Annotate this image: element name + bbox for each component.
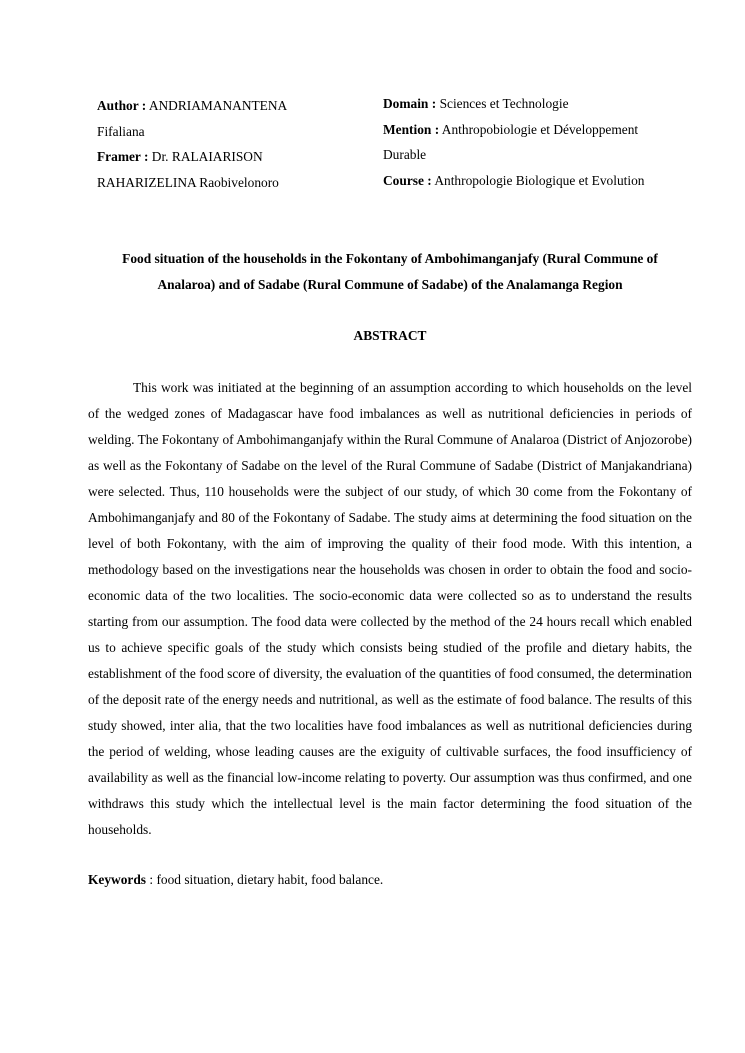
domain-line [383,91,703,117]
framer-label: Framer : [97,149,149,165]
mention-value-continued: Durable [383,147,427,163]
abstract-body: This work was initiated at the beginning of an assumption according to which households on the level of the wedged zones of Madagascar have food imbalances as well as nutritional deficiencies in periods of welding. The Fokontany of Ambohimanganjafy within the Rural Commune of Analaroa (District of Anjozorobe) as well as the Fokontany of Sadabe on the level of the Rural Commune of Sadabe (District of Manjakandriana) were selected. Thus, 110 households were the subject of our study, of which 30 come from the Fokontany of Ambohimanganjafy and 80 of the Fokontany of Sadabe. The study aims at determining the food situation on the level of both Fokontany, with the aim of improving the quality of their food mode. With this intention, a methodology based on the investigations near the households was chosen in order to obtain the food and socio-economic data of the two localities. The socio-economic data were collected so as to understand the results starting from our assumption. The food data were collected by the method of the 24 hours recall which enabled us to achieve specific goals of the study which consists being studied of the profile and dietary habits, the establishment of the food score of diversity, the evaluation of the quantities of food consumed, the determination of the deposit rate of the energy needs and nutritional, as well as the estimate of food balance. The results of this study showed, inter alia, that the two localities have food imbalances as well as nutritional deficiencies during the period of welding, whose leading causes are the exiguity of cultivable surfaces, the food insufficiency of availability as well as the financial low-income relating to poverty. Our assumption was thus confirmed, and one withdraws this study which the intellectual level is the main factor determining the food situation of the households. [88,380,692,837]
domain-label: Domain : [383,96,437,111]
author-name-continued: Fifaliana [97,123,145,139]
document-title [88,246,692,298]
keywords-label: Keywords [88,872,147,887]
framer-name-continued: RAHARIZELINA Raobivelonoro [97,175,279,191]
mention-line [383,117,703,143]
author-label: Author : [97,98,147,113]
abstract-heading: ABSTRACT [353,328,427,343]
framer-line [97,144,347,170]
keywords-line [88,867,692,893]
course-label: Course : [383,173,432,189]
framer-name: Dr. RALAIARISON [151,149,263,165]
mention-value: Anthropobiologie et Développement [441,121,639,137]
author-name: ANDRIAMANANTENA [148,98,288,113]
keywords-value: : food situation, dietary habit, food balance. [146,872,384,887]
course-value: Anthropologie Biologique et Evolution [434,173,645,189]
author-framer-block [97,93,347,196]
mention-label: Mention : [383,121,440,137]
title-line-1: Food situation of the households in the Fokontany of Ambohimanganjafy (Rural Commune of [122,251,658,266]
author-line [97,93,347,119]
course-line [383,168,703,194]
domain-course-block [383,91,703,194]
domain-value: Sciences et Technologie [439,96,569,111]
title-line-2: Analaroa) and of Sadabe (Rural Commune of Sadabe) of the Analamanga Region [157,277,623,292]
